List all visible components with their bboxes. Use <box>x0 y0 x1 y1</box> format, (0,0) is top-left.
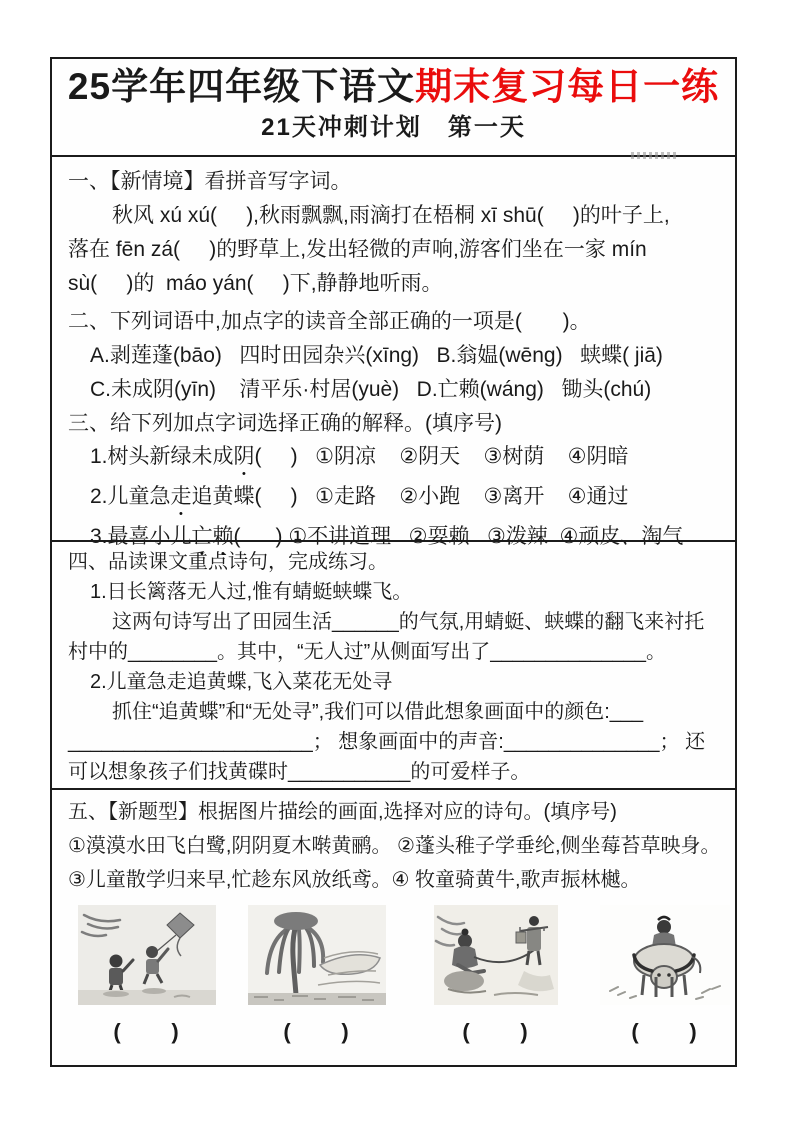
picture-cell-1 <box>78 905 216 1049</box>
section2-option-cd: C.未成阴(yīn) 清平乐·村居(yuè) D.亡赖(wáng) 锄头(chú) <box>90 378 652 401</box>
section-pinyin-writing <box>52 157 735 305</box>
picture-cell-4 <box>600 905 730 1049</box>
answer-blank-3: ( ) <box>462 1019 530 1044</box>
section3-item-2: 2.儿童急走追黄蝶( ) ①走路 ②小跑 ③离开 ④通过 <box>90 485 629 508</box>
answer-blank-2: ( ) <box>283 1019 351 1044</box>
section1-line1: 秋风 xú xú( ),秋雨飘飘,雨滴打在梧桐 xī shū( )的叶子上, <box>112 204 670 227</box>
section-picture-matching <box>52 790 735 1049</box>
willow-tree-riverside-illustration <box>248 905 386 1005</box>
scan-artifact <box>631 152 677 159</box>
page-title-black: 25学年四年级下语文 <box>67 66 416 107</box>
section4-line6: ______________________； 想象画面中的声音:______________； 还 <box>68 731 706 753</box>
section5-line1: ①漠漠水田飞白鹭,阴阴夏木啭黄鹂。 ②蓬头稚子学垂纶,侧坐莓苔草映身。 <box>68 835 721 857</box>
section4-line1: 1.日长篱落无人过,惟有蜻蜓蛱蝶飞。 <box>90 581 413 603</box>
worksheet-page <box>50 57 737 1067</box>
answer-blank-4: ( ) <box>631 1019 699 1044</box>
page-subtitle: 21天冲刺计划 第一天 <box>261 114 526 141</box>
section4-line3: 村中的________。其中，“无人过”从侧面写出了______________。 <box>68 641 667 663</box>
section5-heading: 五、【新题型】根据图片描绘的画面,选择对应的诗句。(填序号) <box>68 801 617 823</box>
section1-heading: 一、【新情境】看拼音写字词。 <box>68 170 352 193</box>
picture-row <box>68 905 725 1049</box>
emphasized-char: 阴 <box>233 445 255 468</box>
section4-line5: 抓住“追黄蝶”和“无处寻”,我们可以借此想象画面中的颜色:___ <box>112 701 644 723</box>
section3-item-1: 1.树头新绿未成阴( ) ①阴凉 ②阴天 ③树荫 ④阴暗 <box>90 445 629 468</box>
emphasized-char: 走 <box>170 485 192 508</box>
emphasized-char: 亡赖 <box>191 525 234 548</box>
section4-line4: 2.儿童急走追黄蝶,飞入菜花无处寻 <box>90 671 393 693</box>
section2-option-ab: A.剥莲蓬(bāo) 四时田园杂兴(xīng) B.翁媪(wēng) 蛱蝶( jiā) <box>90 344 663 367</box>
section1-line2: 落在 fēn zá( )的野草上,发出轻微的声响,游客们坐在一家 mín <box>68 238 647 261</box>
section1-line3: sù( )的 máo yán( )下,静静地听雨。 <box>68 272 443 295</box>
section3-item-3: 3.最喜小儿亡赖( ) ①不讲道理 ②耍赖 ③泼辣 ④顽皮、淘气 <box>90 525 684 548</box>
title-block <box>52 59 735 157</box>
children-flying-kite-illustration <box>78 905 216 1005</box>
answer-blank-1: ( ) <box>113 1019 181 1044</box>
picture-cell-2 <box>248 905 386 1049</box>
section4-heading: 四、品读课文重点诗句，完成练习。 <box>68 551 388 573</box>
section2-heading: 二、下列词语中,加点字的读音全部正确的一项是( )。 <box>68 310 591 333</box>
page-title-red: 期末复习每日一练 <box>415 66 720 107</box>
boy-riding-ox-illustration <box>600 905 730 1005</box>
section-pronunciation-choice <box>52 305 735 407</box>
section-poem-analysis <box>52 542 735 790</box>
section3-heading: 三、给下列加点字词选择正确的解释。(填序号) <box>68 412 502 435</box>
section4-line2: 这两句诗写出了田园生活______的气氛,用蜻蜓、蛱蝶的翻飞来衬托 <box>112 611 705 633</box>
section4-line7: 可以想象孩子们找黄碟时___________的可爱样子。 <box>68 761 531 783</box>
child-fishing-illustration <box>434 905 558 1005</box>
section5-line2: ③儿童散学归来早,忙趁东风放纸鸢。④ 牧童骑黄牛,歌声振林樾。 <box>68 869 641 891</box>
picture-cell-3 <box>434 905 558 1049</box>
section-word-meaning <box>52 407 735 548</box>
page-title <box>52 59 735 108</box>
